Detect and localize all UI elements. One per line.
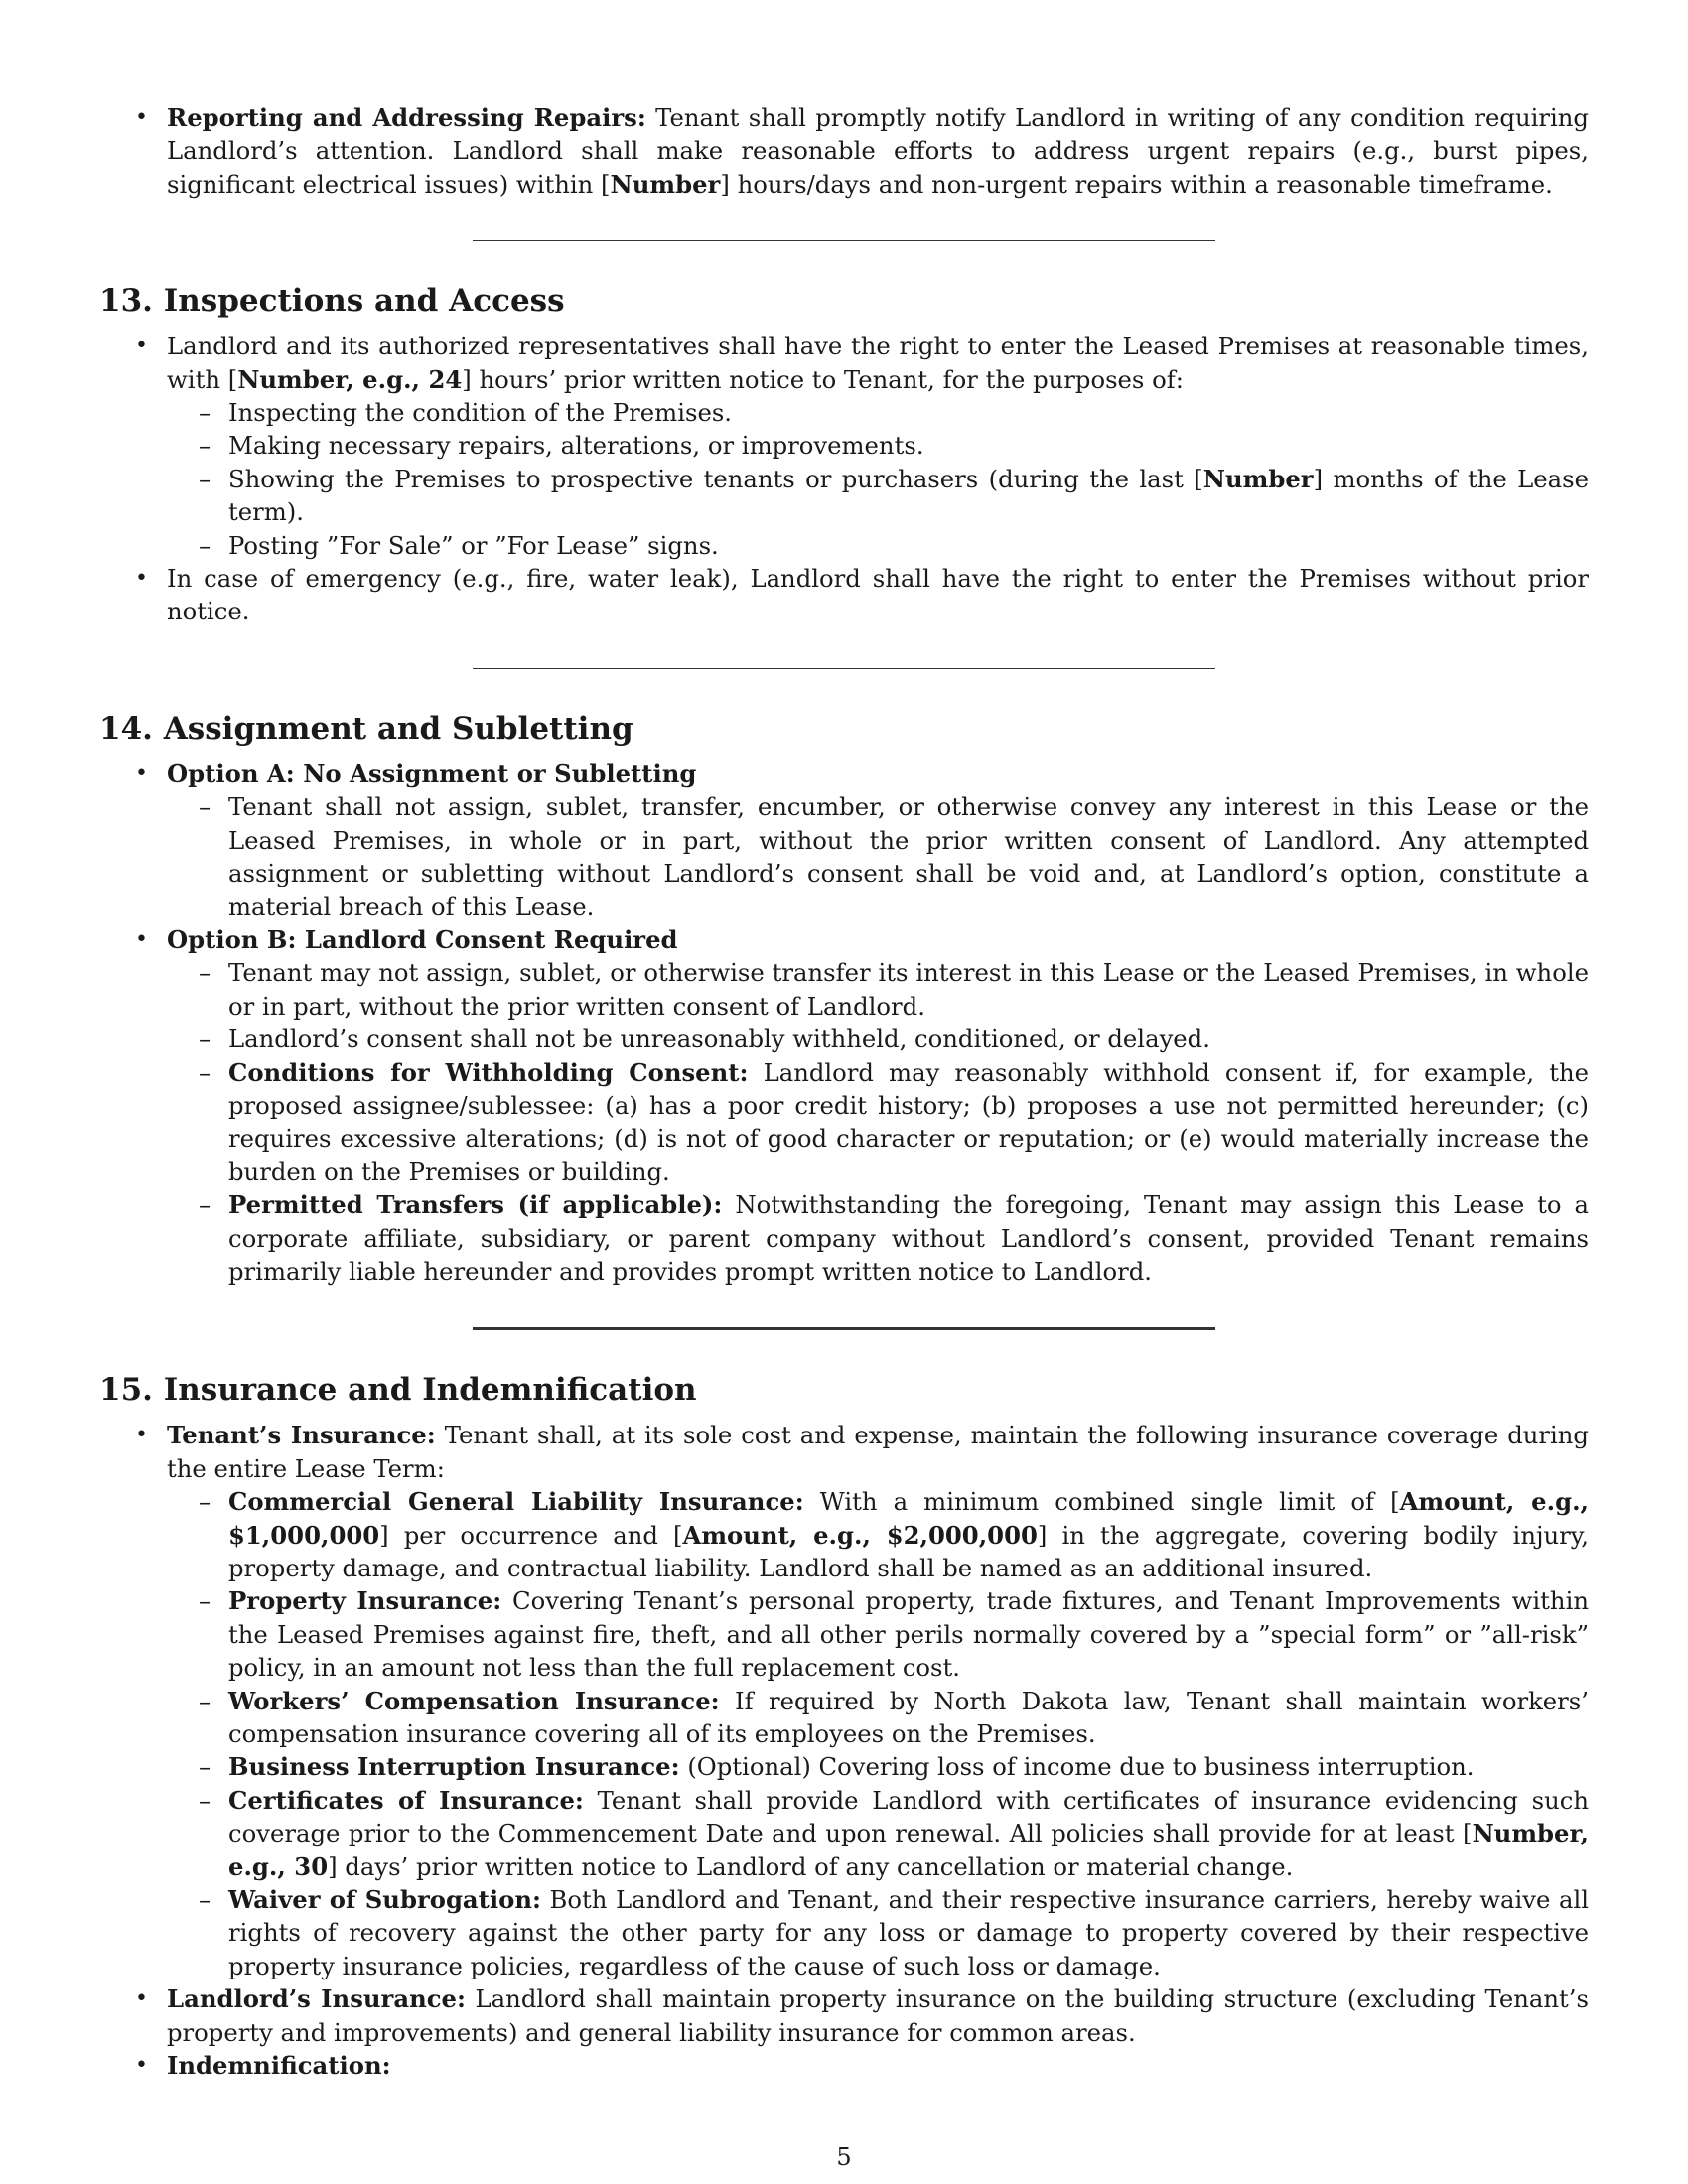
property-insurance-label: Property Insurance: bbox=[228, 1586, 502, 1616]
landlord-insurance-item bbox=[99, 1982, 1589, 2049]
repairs-text-1: Tenant shall promptly notify Landlord in writing of any condition requiring Landlord’s attention. Landlord shall make reasonable efforts to address urgent repairs (e.g., burst pipes, significant electrical issues) within [ bbox=[167, 103, 1589, 199]
landlord-insurance-label: Landlord’s Insurance: bbox=[167, 1984, 466, 2014]
indemnification-label: Indemnification: bbox=[167, 2051, 391, 2081]
entry-text-1: Landlord and its authorized representatives shall have the right to enter the Leased Premises at reasonable times, with [ bbox=[167, 332, 1589, 394]
business-interruption-item bbox=[167, 1750, 1589, 1783]
option-a-item bbox=[99, 757, 1589, 923]
certificates-item bbox=[167, 1784, 1589, 1883]
section-12-continued-list bbox=[99, 101, 1589, 201]
document-body bbox=[99, 101, 1589, 2083]
permitted-label: Permitted Transfers (if applicable): bbox=[228, 1190, 723, 1220]
cgl-text-2: ] per occurrence and [ bbox=[379, 1520, 683, 1550]
tenant-insurance-item bbox=[99, 1419, 1589, 1982]
entry-rights-item bbox=[99, 330, 1589, 562]
withholding-text: Landlord may reasonably withhold consent if, for example, the proposed assignee/sublessee: (a) has a poor credit history; (b) proposes a use not permitted hereunder; (c) requires excessive alterations; (d) is not of good character or reputation; or (e) would materially increase the burden on the Premises or building. bbox=[228, 1057, 1590, 1186]
certificates-placeholder: Number, e.g., 30 bbox=[228, 1819, 1589, 1881]
cgl-item bbox=[167, 1485, 1589, 1584]
option-a-text: – Tenant shall not assign, sublet, transfer, encumber, or otherwise convey any interest in this Lease or the Leased Premises, in whole or in part, without the prior written consent of Landlord. Any attempted assignment or subletting without Landlord’s consent shall be void and, at Landlord’s option, constitute a material breach of this Lease. bbox=[167, 790, 1589, 923]
purpose-showing bbox=[167, 463, 1589, 529]
section-14-heading: 14. Assignment and Subletting bbox=[99, 710, 633, 747]
workers-comp-text: If required by North Dakota law, Tenant shall maintain workers’ compensation insurance covering all of its employees on the Premises. bbox=[228, 1686, 1589, 1749]
workers-comp-item bbox=[167, 1685, 1589, 1751]
emergency-item: • In case of emergency (e.g., fire, water leak), Landlord shall have the right to enter the Premises without prior notice. bbox=[99, 562, 1589, 628]
permitted-text: Notwithstanding the foregoing, Tenant may assign this Lease to a corporate affiliate, subsidiary, or parent company without Landlord’s consent, provided Tenant remains primarily liable hereunder and provides prompt written notice to Landlord. bbox=[228, 1190, 1589, 1286]
purpose-repairs: – Making necessary repairs, alterations, or improvements. bbox=[167, 429, 1589, 462]
certificates-text-2: ] days’ prior written notice to Landlord of any cancellation or material change. bbox=[328, 1851, 1294, 1881]
page-number: 5 bbox=[836, 2143, 852, 2171]
property-insurance-item bbox=[167, 1584, 1589, 1684]
repairs-item bbox=[99, 101, 1589, 201]
option-b-consent-required: – Tenant may not assign, sublet, or otherwise transfer its interest in this Lease or the Leased Premises, in whole or in part, without the prior written consent of Landlord. bbox=[167, 956, 1589, 1023]
waiver-text: Both Landlord and Tenant, and their respective insurance carriers, hereby waive all rights of recovery against the other party for any loss or damage to property covered by their respective property insurance policies, regardless of the cause of such loss or damage. bbox=[228, 1885, 1589, 1980]
business-interruption-label: Business Interruption Insurance: bbox=[228, 1752, 680, 1782]
tenant-insurance-text: Tenant shall, at its sole cost and expense, maintain the following insurance coverage during the entire Lease Term: bbox=[167, 1421, 1589, 1483]
section-15-list bbox=[99, 1419, 1589, 2082]
cgl-text-1: With a minimum combined single limit of [ bbox=[803, 1487, 1400, 1517]
section-13-heading: 13. Inspections and Access bbox=[99, 283, 565, 320]
section-14-list bbox=[99, 757, 1589, 1289]
option-b-item bbox=[99, 923, 1589, 1288]
section-divider bbox=[473, 1327, 1215, 1330]
cgl-text-3: ] in the aggregate, covering bodily injury, property damage, and contractual liability. Landlord shall be named as an additional insured. bbox=[228, 1520, 1589, 1582]
tenant-insurance-label: Tenant’s Insurance: bbox=[167, 1421, 436, 1450]
cgl-label: Commercial General Liability Insurance: bbox=[228, 1487, 804, 1517]
option-a-label: Option A: No Assignment or Subletting bbox=[167, 758, 697, 788]
cgl-amount-occurrence: Amount, e.g., $1,000,000 bbox=[228, 1487, 1589, 1550]
repairs-label: Reporting and Addressing Repairs: bbox=[167, 103, 646, 132]
tenant-insurance-list bbox=[167, 1485, 1589, 1982]
waiver-item bbox=[167, 1883, 1589, 1982]
repairs-text-2: ] hours/days and non-urgent repairs within a reasonable timeframe. bbox=[720, 169, 1553, 199]
option-a-list bbox=[167, 790, 1589, 923]
showing-text-1: Showing the Premises to prospective tenants or purchasers (during the last [ bbox=[228, 464, 1203, 493]
option-b-list bbox=[167, 956, 1589, 1288]
purpose-posting: – Posting ”For Sale” or ”For Lease” signs. bbox=[167, 529, 1589, 562]
section-13-list bbox=[99, 330, 1589, 628]
property-insurance-text: Covering Tenant’s personal property, trade fixtures, and Tenant Improvements within the Leased Premises against fire, theft, and all other perils normally covered by a ”special form” or ”all-risk” policy, in an amount not less than the full replacement cost. bbox=[228, 1586, 1589, 1683]
purpose-inspecting: – Inspecting the condition of the Premises. bbox=[167, 396, 1589, 429]
cgl-amount-aggregate: Amount, e.g., $2,000,000 bbox=[682, 1520, 1038, 1550]
showing-text-2: ] months of the Lease term). bbox=[228, 464, 1589, 527]
waiver-label: Waiver of Subrogation: bbox=[228, 1885, 541, 1915]
repairs-placeholder: Number bbox=[610, 169, 721, 199]
option-b-permitted bbox=[167, 1188, 1589, 1288]
withholding-label: Conditions for Withholding Consent: bbox=[228, 1057, 749, 1087]
entry-placeholder: Number, e.g., 24 bbox=[237, 364, 463, 394]
option-b-withholding bbox=[167, 1056, 1589, 1189]
certificates-text-1: Tenant shall provide Landlord with certificates of insurance evidencing such coverage prior to the Commencement Date and upon renewal. All policies shall provide for at least [ bbox=[228, 1785, 1589, 1848]
option-b-not-unreasonable: – Landlord’s consent shall not be unreasonably withheld, conditioned, or delayed. bbox=[167, 1023, 1589, 1055]
entry-text-2: ] hours’ prior written notice to Tenant, for the purposes of: bbox=[462, 364, 1184, 394]
workers-comp-label: Workers’ Compensation Insurance: bbox=[228, 1686, 720, 1715]
certificates-label: Certificates of Insurance: bbox=[228, 1785, 584, 1815]
section-15-heading: 15. Insurance and Indemnification bbox=[99, 1372, 697, 1409]
landlord-insurance-text: Landlord shall maintain property insurance on the building structure (excluding Tenant’s property and improvements) and general liability insurance for common areas. bbox=[167, 1984, 1589, 2047]
section-divider bbox=[473, 668, 1215, 669]
option-b-label: Option B: Landlord Consent Required bbox=[167, 924, 678, 954]
section-divider bbox=[473, 240, 1215, 241]
business-interruption-text: (Optional) Covering loss of income due to business interruption. bbox=[679, 1752, 1475, 1782]
showing-placeholder: Number bbox=[1202, 464, 1314, 493]
indemnification-item bbox=[99, 2049, 1589, 2082]
entry-purposes-list bbox=[167, 396, 1589, 562]
